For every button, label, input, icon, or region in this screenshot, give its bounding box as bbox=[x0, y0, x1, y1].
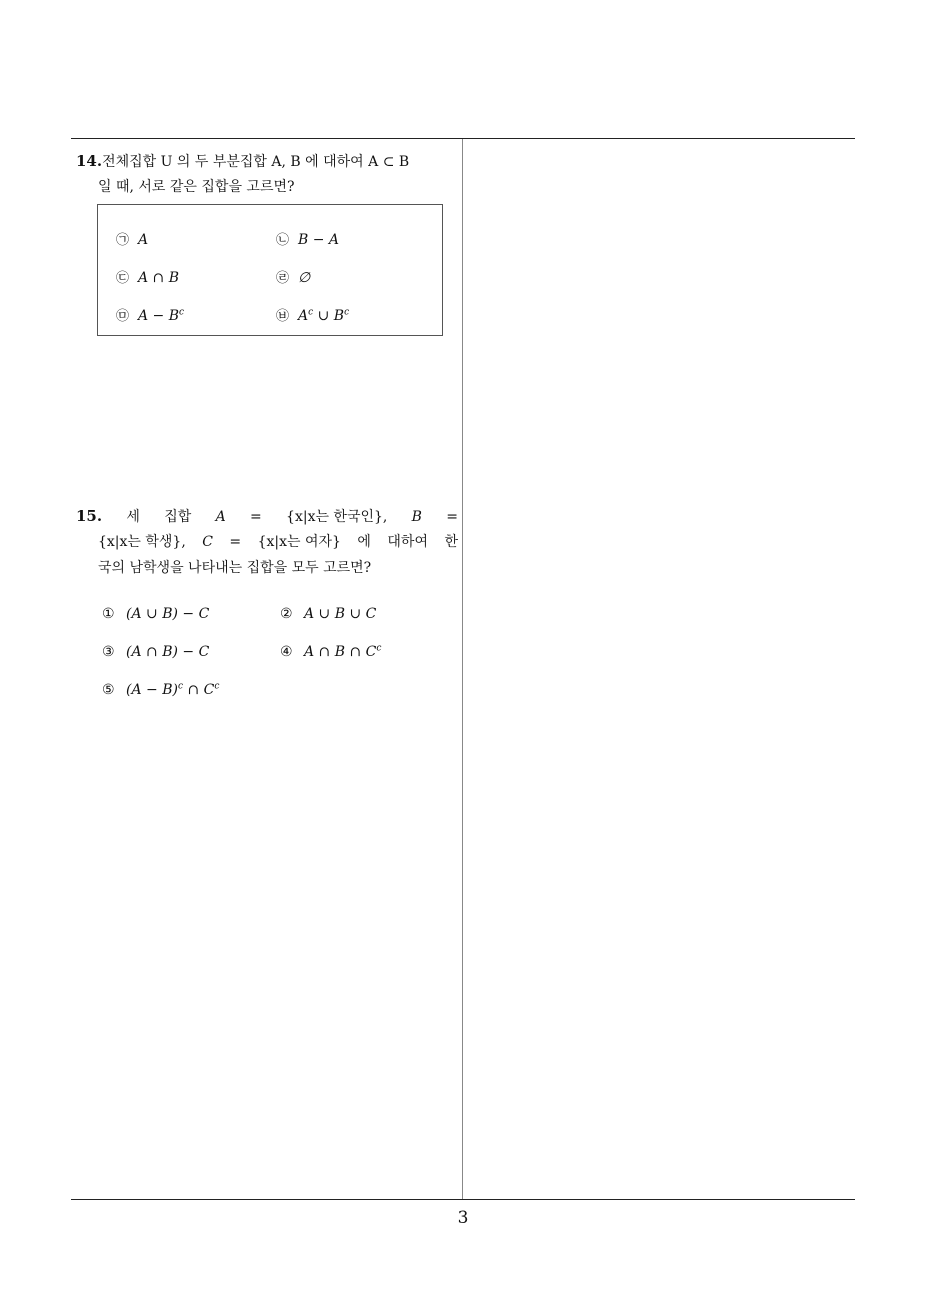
bottom-rule bbox=[71, 1199, 855, 1200]
question-15-word: 세 bbox=[126, 509, 140, 525]
choice-item bbox=[276, 267, 436, 305]
question-15-word: = bbox=[250, 509, 262, 525]
question-15-word: B bbox=[411, 509, 422, 525]
option-expression: A ∪ B ∪ C bbox=[304, 606, 377, 622]
question-15 bbox=[76, 505, 458, 583]
option-3[interactable] bbox=[102, 644, 280, 682]
question-15-word: {x|x는 학생}, bbox=[98, 534, 186, 550]
option-1[interactable] bbox=[102, 606, 280, 644]
option-marker: ② bbox=[280, 606, 293, 622]
choice-expression: A bbox=[138, 232, 149, 248]
question-15-word: C bbox=[202, 534, 213, 550]
choice-row bbox=[116, 229, 436, 267]
choice-item bbox=[276, 229, 436, 267]
option-row bbox=[102, 606, 462, 644]
column-divider bbox=[462, 139, 463, 1200]
question-15-word: = bbox=[229, 534, 242, 550]
option-row bbox=[102, 644, 462, 682]
option-marker: ④ bbox=[280, 644, 293, 660]
question-14-line-1 bbox=[76, 150, 458, 176]
option-row bbox=[102, 682, 462, 720]
choice-item bbox=[116, 267, 276, 305]
question-15-word: 한 bbox=[444, 534, 458, 550]
option-marker: ③ bbox=[102, 644, 115, 660]
choice-marker: ㉡ bbox=[276, 233, 290, 248]
question-15-word: A bbox=[215, 509, 226, 525]
question-14 bbox=[76, 150, 458, 202]
choice-expression: $A - B^c$ bbox=[138, 307, 185, 324]
choice-marker: ㉢ bbox=[116, 271, 130, 286]
option-marker: ① bbox=[102, 606, 115, 622]
choice-row bbox=[116, 305, 436, 343]
question-15-line-1 bbox=[76, 505, 458, 531]
choice-marker: ㉥ bbox=[276, 309, 290, 324]
choice-item bbox=[276, 305, 436, 343]
question-14-line-2: 일 때, 서로 같은 집합을 고르면? bbox=[98, 179, 295, 195]
choice-marker: ㉤ bbox=[116, 309, 130, 324]
choice-marker: ㉣ bbox=[276, 271, 290, 286]
question-15-number: 15. bbox=[76, 507, 103, 525]
option-expression: A ∩ B ∩ $C^c$ bbox=[304, 643, 382, 660]
option-marker: ⑤ bbox=[102, 682, 115, 698]
question-15-word: 집합 bbox=[164, 509, 192, 525]
page-number: 3 bbox=[457, 1208, 469, 1228]
question-15-word: 대하여 bbox=[387, 534, 428, 550]
question-15-line-2 bbox=[76, 531, 458, 557]
question-15-word: {x|x는 여자} bbox=[257, 534, 341, 550]
option-expression: $(A - B)^c$ ∩ $C^c$ bbox=[126, 681, 220, 698]
option-2[interactable] bbox=[280, 606, 458, 644]
choice-item bbox=[116, 229, 276, 267]
question-15-word: = bbox=[446, 509, 458, 525]
option-expression: (A ∪ B) − C bbox=[126, 606, 210, 622]
question-15-options bbox=[102, 606, 462, 720]
question-15-line-3: 국의 남학생을 나타내는 집합을 모두 고르면? bbox=[98, 560, 372, 576]
choice-expression: $A^c$ ∪ $B^c$ bbox=[298, 307, 350, 324]
top-rule bbox=[71, 138, 855, 139]
choice-marker: ㉠ bbox=[116, 233, 130, 248]
question-14-number: 14. bbox=[76, 152, 103, 170]
choice-item bbox=[116, 305, 276, 343]
choice-expression: ∅ bbox=[298, 270, 311, 286]
choice-expression: A ∩ B bbox=[138, 270, 180, 286]
choice-row bbox=[116, 267, 436, 305]
choice-expression: B − A bbox=[298, 232, 340, 248]
question-14-text-1: 전체집합 U 의 두 부분집합 A, B 에 대하여 A ⊂ B bbox=[102, 154, 410, 170]
option-expression: (A ∩ B) − C bbox=[126, 644, 210, 660]
question-14-choice-box bbox=[97, 204, 443, 336]
question-15-word: {x|x는 한국인}, bbox=[286, 509, 388, 525]
option-4[interactable] bbox=[280, 644, 458, 682]
option-5[interactable] bbox=[102, 682, 280, 720]
question-15-word: 에 bbox=[357, 534, 371, 550]
